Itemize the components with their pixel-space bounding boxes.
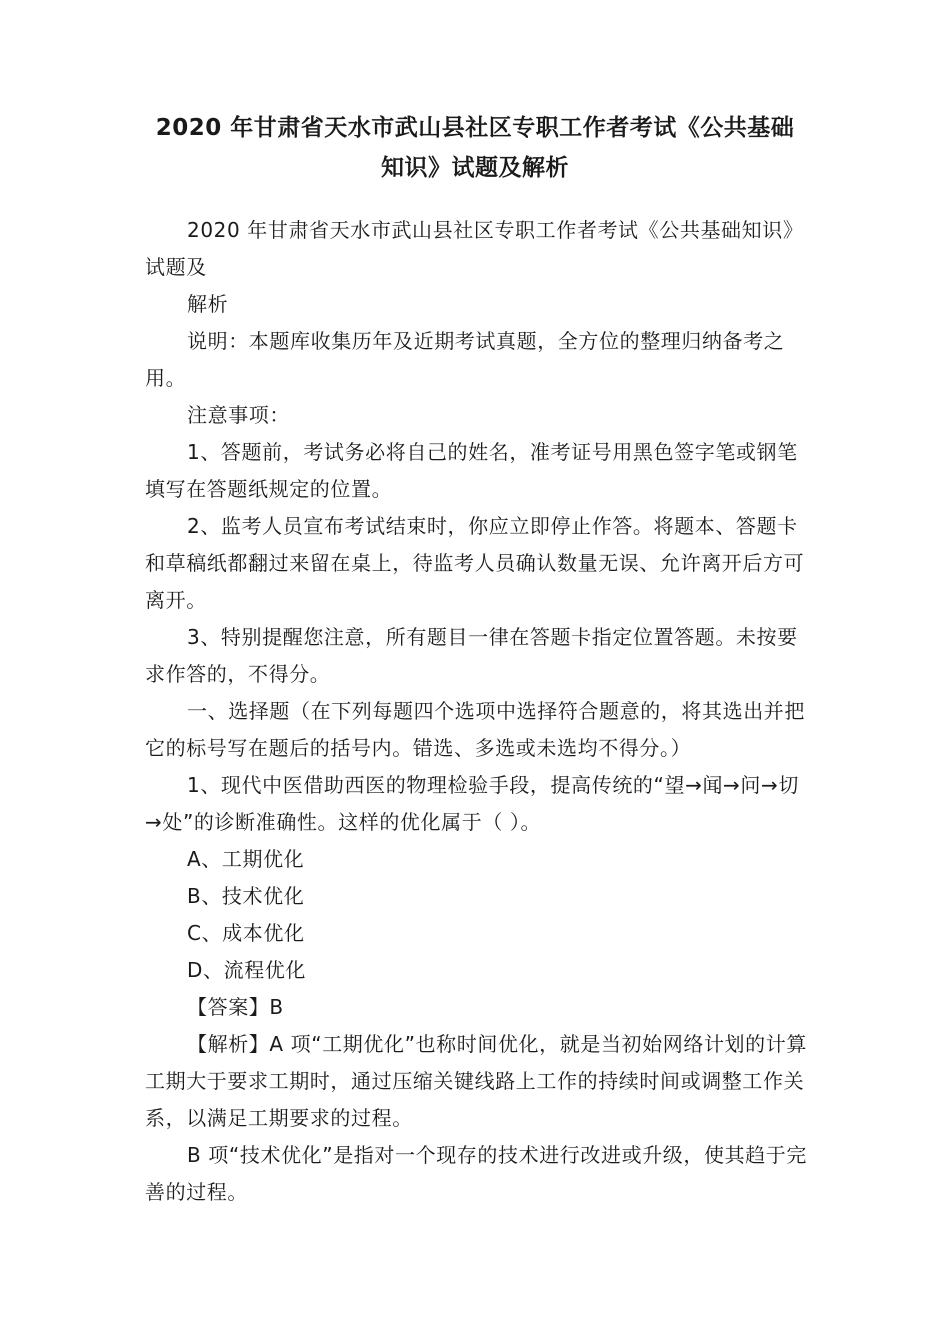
analysis-paragraph-b: B 项“技术优化”是指对一个现存的技术进行改进或升级，使其趋于完善的过程。 — [145, 1143, 808, 1204]
document-body — [145, 212, 815, 1211]
option-b: B、技术优化 — [187, 884, 305, 908]
intro-paragraph: 2020 年甘肃省天水市武山县社区专职工作者考试《公共基础知识》试题及 — [145, 218, 804, 279]
note-item-1: 1、答题前，考试务必将自己的姓名，准考证号用黑色签字笔或钢笔填写在答题纸规定的位置。 — [145, 440, 798, 501]
notes-heading: 注意事项： — [187, 403, 290, 427]
answer-line: 【答案】B — [187, 995, 284, 1019]
analysis-paragraph-a: 【解析】A 项“工期优化”也称时间优化，就是当初始网络计划的计算工期大于要求工期时，通过压缩关键线路上工作的持续时间或调整工作关系，以满足工期要求的过程。 — [145, 1032, 807, 1130]
option-c: C、成本优化 — [187, 921, 305, 945]
note-item-3: 3、特别提醒您注意，所有题目一律在答题卡指定位置答题。未按要求作答的，不得分。 — [145, 625, 798, 686]
section-heading-choice: 一、选择题（在下列每题四个选项中选择符合题意的，将其选出并把它的标号写在题后的括号内。错选、多选或未选均不得分。） — [145, 699, 805, 760]
title-line-2: 知识》试题及解析 — [381, 155, 569, 181]
note-item-2: 2、监考人员宣布考试结束时，你应立即停止作答。将题本、答题卡和草稿纸都翻过来留在桌上，待监考人员确认数量无误、允许离开后方可离开。 — [145, 514, 805, 612]
document-title — [145, 108, 805, 188]
option-a: A、工期优化 — [187, 847, 305, 871]
question-1: 1、现代中医借助西医的物理检验手段，提高传统的“望→闻→问→切→处”的诊断准确性。这样的优化属于（ ）。 — [145, 773, 799, 834]
description-paragraph: 说明：本题库收集历年及近期考试真题，全方位的整理归纳备考之用。 — [145, 329, 785, 390]
title-line-1: 2020 年甘肃省天水市武山县社区专职工作者考试《公共基础 — [155, 115, 795, 141]
intro-paragraph-continued: 解析 — [187, 292, 229, 316]
option-d: D、流程优化 — [187, 958, 307, 982]
